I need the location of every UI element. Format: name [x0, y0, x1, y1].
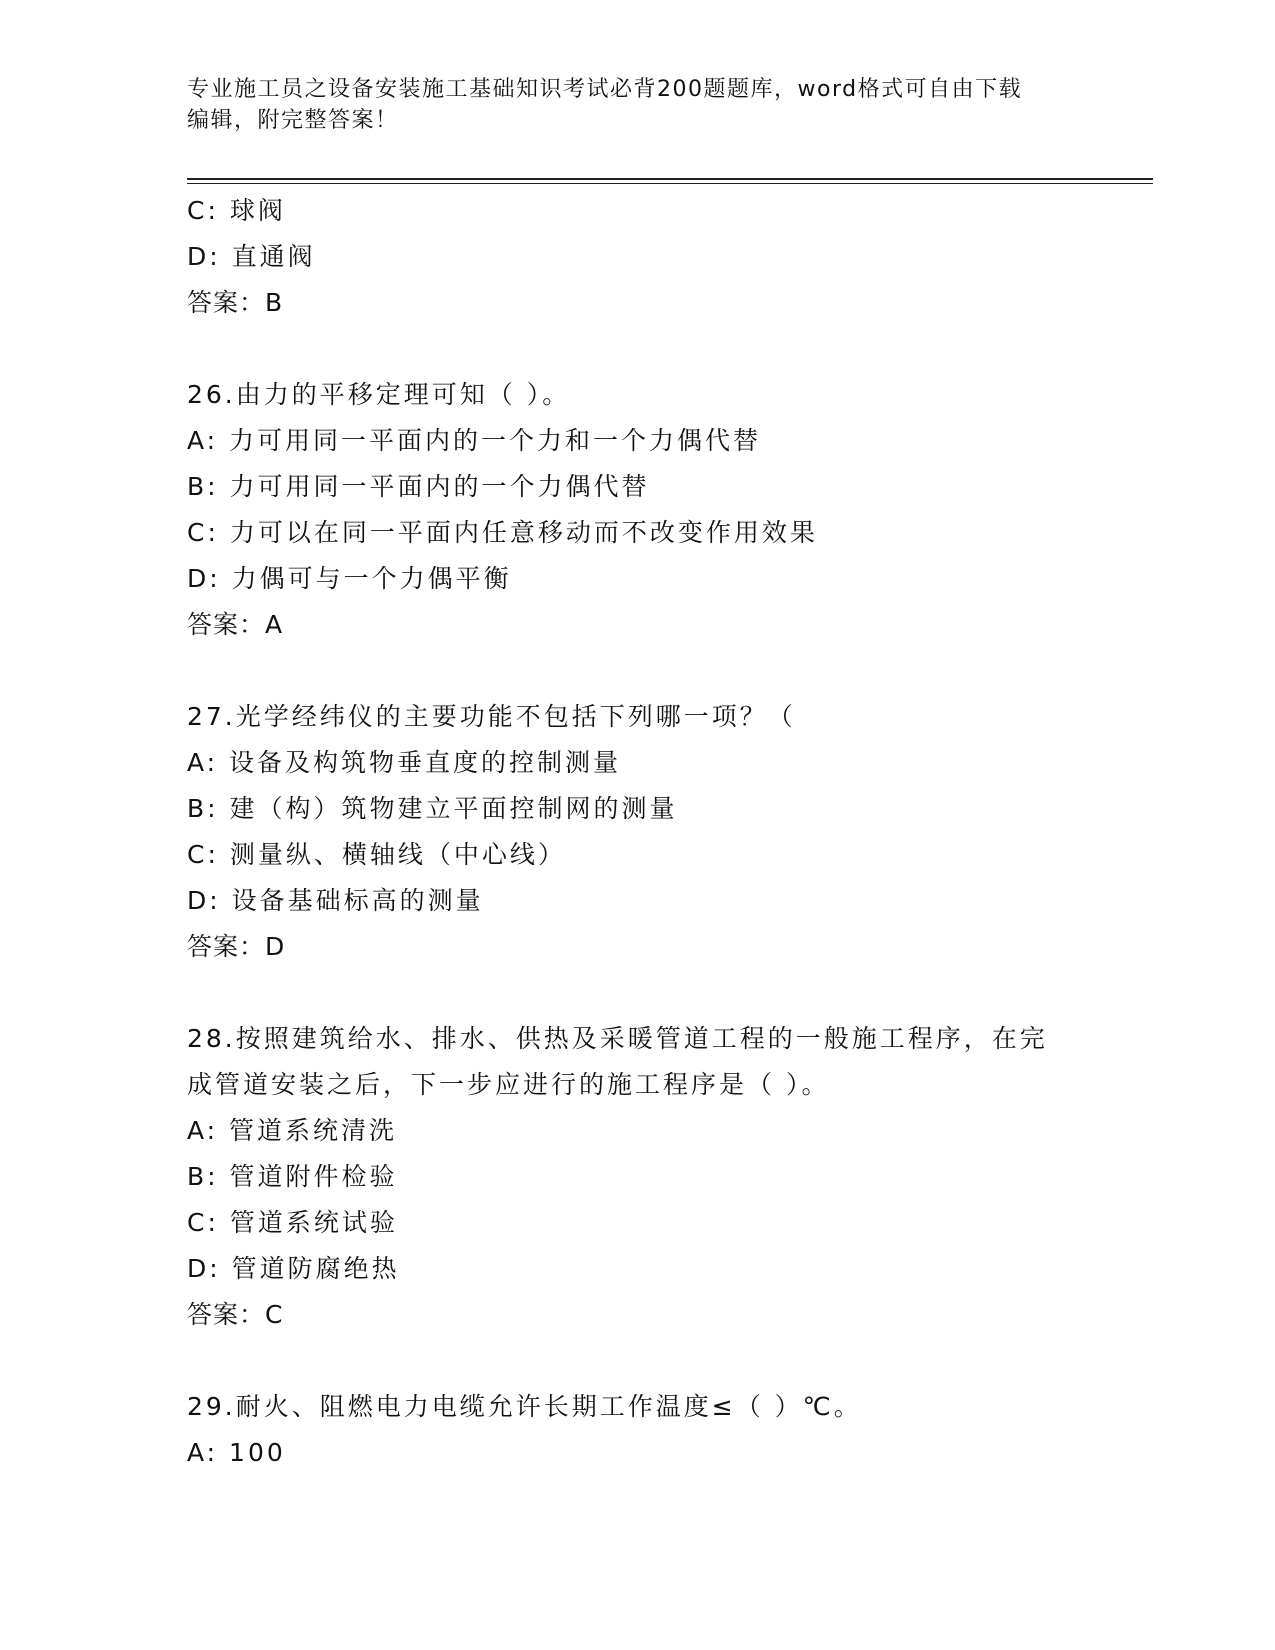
- answer-line: 答案：A: [187, 610, 284, 639]
- header-divider-thick: [187, 178, 1153, 180]
- header-line-2: 编辑，附完整答案！: [187, 108, 399, 133]
- question-26: [187, 372, 1087, 648]
- option-c: C: 球阀: [187, 196, 286, 225]
- question-stem-line-2: 成管道安装之后，下一步应进行的施工程序是（ ）。: [187, 1070, 830, 1099]
- question-stem-line-1: 28.按照建筑给水、排水、供热及采暖管道工程的一般施工程序，在完: [187, 1024, 1048, 1053]
- question-list: [187, 188, 1087, 1476]
- option-d: D: 管道防腐绝热: [187, 1254, 400, 1283]
- option-a: A: 100: [187, 1438, 286, 1467]
- header-line-1: 专业施工员之设备安装施工基础知识考试必背200题题库，word格式可自由下载: [187, 77, 1023, 102]
- option-d: D: 力偶可与一个力偶平衡: [187, 564, 512, 593]
- document-header: [187, 74, 1087, 136]
- question-stem: 26.由力的平移定理可知（ ）。: [187, 380, 571, 409]
- option-c: C: 管道系统试验: [187, 1208, 398, 1237]
- question-fragment: [187, 188, 1087, 326]
- answer-line: 答案：C: [187, 1300, 284, 1329]
- question-28: [187, 1016, 1087, 1338]
- option-b: B: 力可用同一平面内的一个力偶代替: [187, 472, 650, 501]
- option-d: D: 直通阀: [187, 242, 316, 271]
- option-c: C: 测量纵、横轴线（中心线）: [187, 840, 566, 869]
- answer-line: 答案：B: [187, 288, 284, 317]
- option-a: A: 力可用同一平面内的一个力和一个力偶代替: [187, 426, 762, 455]
- option-b: B: 管道附件检验: [187, 1162, 398, 1191]
- question-stem: 27.光学经纬仪的主要功能不包括下列哪一项？（: [187, 702, 796, 731]
- question-stem: 29.耐火、阻燃电力电缆允许长期工作温度≤（ ）℃。: [187, 1392, 862, 1421]
- question-27: [187, 694, 1087, 970]
- option-a: A: 设备及构筑物垂直度的控制测量: [187, 748, 622, 777]
- option-a: A: 管道系统清洗: [187, 1116, 398, 1145]
- answer-line: 答案：D: [187, 932, 286, 961]
- option-d: D: 设备基础标高的测量: [187, 886, 484, 915]
- question-29: [187, 1384, 1087, 1476]
- option-b: B: 建（构）筑物建立平面控制网的测量: [187, 794, 678, 823]
- option-c: C: 力可以在同一平面内任意移动而不改变作用效果: [187, 518, 818, 547]
- header-divider-thin: [187, 183, 1153, 184]
